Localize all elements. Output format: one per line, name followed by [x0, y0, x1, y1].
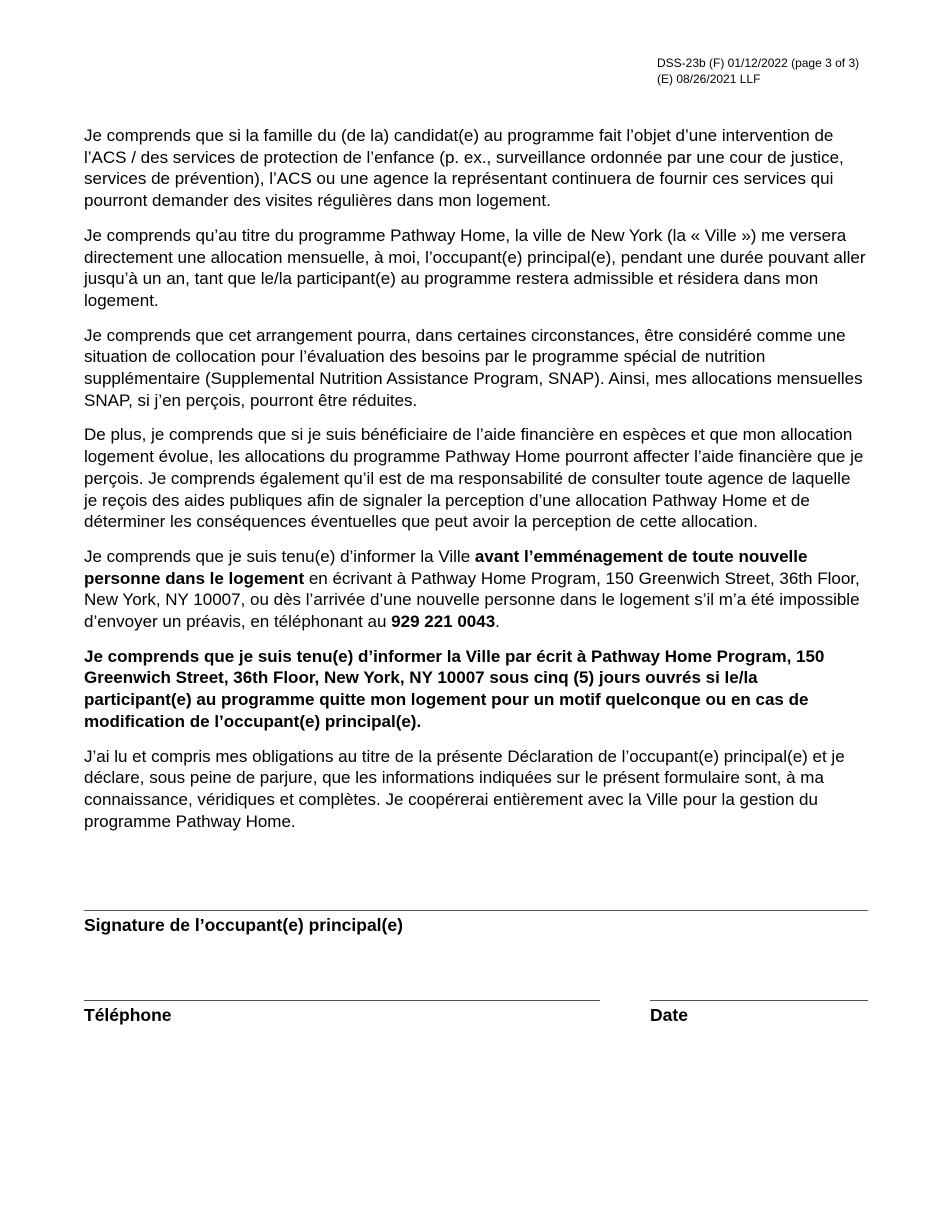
p5-bold-text: avant l’emménagement de toute nouvelle personne dans le logement — [84, 546, 808, 588]
paragraph-attestation: J’ai lu et compris mes obligations au titre de la présente Déclaration de l’occupant(e) principal(e) et je déclare, sous peine de parjure, que les informations indiquées sur le présent formulaire sont, à ma connaissance, véridiques et complètes. Je coopérerai entièrement avec la Ville pour la gestion du programme Pathway Home. — [84, 746, 845, 831]
paragraph-acs-services: Je comprends que si la famille du (de la) candidat(e) au programme fait l’objet d’une intervention de l’ACS / des services de protection de l’enfance (p. ex., surveillance ordonnée par une cour de justice, services de prévention), l’ACS ou une agence la représentant continuera de fournir ces services qui pourront demander des visites régulières dans mon logement. — [84, 126, 844, 211]
p5-text-2: en écrivant à Pathway Home Program, 150 Greenwich Street, 36th Floor, New York, NY 10007, ou dès l’arrivée d’une nouvelle personne dans le logement s’il m’a été impossible d’envoyer un préavis, en téléphonant au — [84, 568, 860, 632]
p5-end: . — [495, 612, 500, 632]
paragraph-departure-notice: Je comprends que je suis tenu(e) d’informer la Ville par écrit à Pathway Home Program, 150 Greenwich Street, 36th Floor, New York, NY 10007 sous cinq (5) jours ouvrés si le/la participant(e) au programme quitte mon logement pour un motif quelconque ou en cas de modification de l’occupant(e) principal(e). — [84, 646, 825, 731]
date-label: Date — [650, 1005, 688, 1025]
form-code-line-2: (E) 08/26/2021 LLF — [657, 72, 761, 86]
paragraph-monthly-allowance: Je comprends qu’au titre du programme Pathway Home, la ville de New York (la « Ville ») me versera directement une allocation mensuelle, à moi, l’occupant(e) principal(e), pendant une durée pouvant aller jusqu’à un an, tant que le/la participant(e) au programme restera admissible et résidera dans mon logement. — [84, 225, 866, 310]
signature-label: Signature de l’occupant(e) principal(e) — [84, 915, 403, 935]
form-code — [657, 55, 859, 87]
p5-phone-number: 929 221 0043 — [391, 612, 496, 632]
phone-label: Téléphone — [84, 1005, 172, 1025]
form-code-line-1: DSS-23b (F) 01/12/2022 (page 3 of 3) — [657, 56, 860, 70]
phone-line[interactable] — [84, 1000, 600, 1001]
p5-text-1: Je comprends que je suis tenu(e) d’informer la Ville — [84, 546, 475, 566]
date-line[interactable] — [650, 1000, 868, 1001]
declaration-body — [84, 125, 868, 845]
paragraph-cash-assistance: De plus, je comprends que si je suis bénéficiaire de l’aide financière en espèces et que mon allocation logement évolue, les allocations du programme Pathway Home pourront affecter l’aide financière que je perçois. Je comprends également qu’il est de ma responsabilité de consulter toute agence de laquelle je reçois des aides publiques afin de signaler la perception d’une allocation Pathway Home et de déterminer les conséquences éventuelles que peut avoir la perception de cette allocation. — [84, 425, 864, 532]
signature-line[interactable] — [84, 910, 868, 911]
paragraph-snap: Je comprends que cet arrangement pourra, dans certaines circonstances, être considéré comme une situation de collocation pour l’évaluation des besoins par le programme spécial de nutrition supplémentaire (Supplemental Nutrition Assistance Program, SNAP). Ainsi, mes allocations mensuelles SNAP, si j’en perçois, pourront être réduites. — [84, 325, 863, 410]
paragraph-new-occupant-notice — [84, 546, 868, 633]
